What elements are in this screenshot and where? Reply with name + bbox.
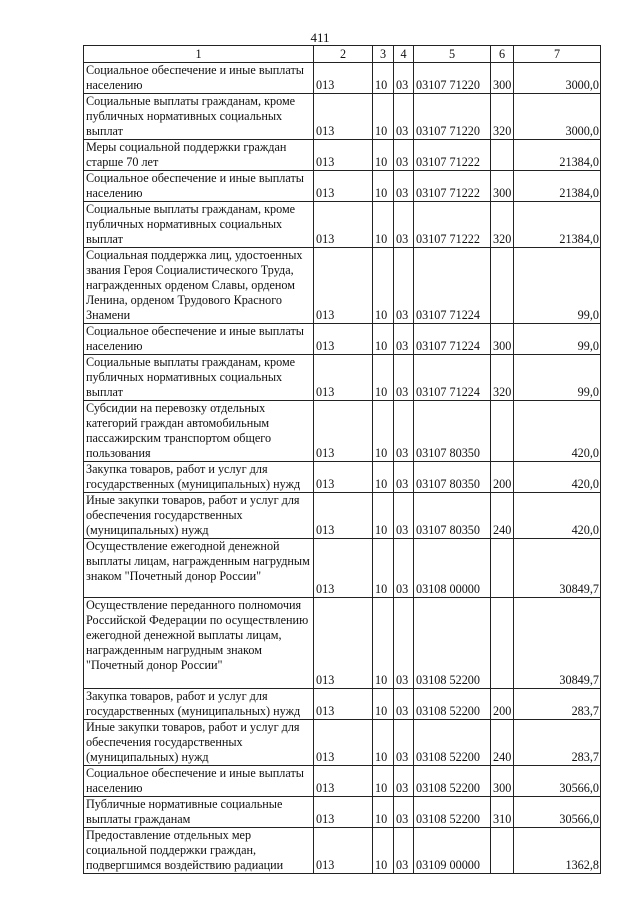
column-header: 7 bbox=[514, 46, 601, 63]
cell-name: Социальное обеспечение и иные выплаты населению bbox=[84, 766, 314, 797]
cell-expense-type: 240 bbox=[491, 720, 514, 766]
cell-name: Социальное обеспечение и иные выплаты населению bbox=[84, 324, 314, 355]
cell-name: Субсидии на перевозку отдельных категорий граждан автомобильным пассажирским транспортом общего пользования bbox=[84, 401, 314, 462]
cell-section: 10 bbox=[373, 94, 394, 140]
cell-target-article: 03107 80350 bbox=[414, 493, 491, 539]
cell-ministry: 013 bbox=[314, 689, 373, 720]
cell-section: 10 bbox=[373, 171, 394, 202]
cell-expense-type: 240 bbox=[491, 493, 514, 539]
cell-name: Иные закупки товаров, работ и услуг для обеспечения государственных (муниципальных) нужд bbox=[84, 720, 314, 766]
table-row bbox=[84, 355, 601, 401]
cell-name: Социальные выплаты гражданам, кроме публичных нормативных социальных выплат bbox=[84, 94, 314, 140]
cell-amount: 3000,0 bbox=[514, 94, 601, 140]
table-row bbox=[84, 539, 601, 598]
column-header: 4 bbox=[394, 46, 414, 63]
cell-expense-type bbox=[491, 140, 514, 171]
cell-subsection: 03 bbox=[394, 140, 414, 171]
table-row bbox=[84, 171, 601, 202]
table-row bbox=[84, 797, 601, 828]
cell-amount: 30566,0 bbox=[514, 797, 601, 828]
cell-expense-type: 300 bbox=[491, 324, 514, 355]
cell-ministry: 013 bbox=[314, 248, 373, 324]
column-header: 6 bbox=[491, 46, 514, 63]
cell-amount: 30849,7 bbox=[514, 539, 601, 598]
cell-target-article: 03107 71222 bbox=[414, 140, 491, 171]
cell-ministry: 013 bbox=[314, 598, 373, 689]
column-header: 3 bbox=[373, 46, 394, 63]
cell-subsection: 03 bbox=[394, 766, 414, 797]
cell-ministry: 013 bbox=[314, 324, 373, 355]
cell-name: Публичные нормативные социальные выплаты гражданам bbox=[84, 797, 314, 828]
cell-subsection: 03 bbox=[394, 797, 414, 828]
cell-amount: 21384,0 bbox=[514, 140, 601, 171]
cell-name: Меры социальной поддержки граждан старше 70 лет bbox=[84, 140, 314, 171]
cell-subsection: 03 bbox=[394, 94, 414, 140]
cell-ministry: 013 bbox=[314, 720, 373, 766]
cell-expense-type: 300 bbox=[491, 63, 514, 94]
cell-amount: 30566,0 bbox=[514, 766, 601, 797]
cell-name: Осуществление ежегодной денежной выплаты лицам, награжденным нагрудным знаком "Почетный донор России" bbox=[84, 539, 314, 598]
cell-amount: 99,0 bbox=[514, 324, 601, 355]
column-header: 2 bbox=[314, 46, 373, 63]
cell-amount: 420,0 bbox=[514, 493, 601, 539]
cell-amount: 21384,0 bbox=[514, 202, 601, 248]
cell-target-article: 03108 52200 bbox=[414, 689, 491, 720]
cell-section: 10 bbox=[373, 689, 394, 720]
cell-section: 10 bbox=[373, 63, 394, 94]
cell-amount: 99,0 bbox=[514, 355, 601, 401]
cell-section: 10 bbox=[373, 598, 394, 689]
cell-ministry: 013 bbox=[314, 202, 373, 248]
cell-section: 10 bbox=[373, 324, 394, 355]
table-row bbox=[84, 598, 601, 689]
table-row bbox=[84, 248, 601, 324]
cell-name: Осуществление переданного полномочия Российской Федерации по осуществлению ежегодной денежной выплаты лицам, награжденным нагрудным знаком "Почетный донор России" bbox=[84, 598, 314, 689]
cell-target-article: 03107 71220 bbox=[414, 63, 491, 94]
cell-section: 10 bbox=[373, 766, 394, 797]
table-row bbox=[84, 766, 601, 797]
cell-name: Закупка товаров, работ и услуг для государственных (муниципальных) нужд bbox=[84, 462, 314, 493]
cell-subsection: 03 bbox=[394, 689, 414, 720]
cell-ministry: 013 bbox=[314, 401, 373, 462]
cell-ministry: 013 bbox=[314, 766, 373, 797]
cell-target-article: 03107 71224 bbox=[414, 248, 491, 324]
table-row bbox=[84, 493, 601, 539]
table-body bbox=[84, 46, 601, 874]
cell-target-article: 03108 00000 bbox=[414, 539, 491, 598]
cell-subsection: 03 bbox=[394, 171, 414, 202]
cell-name: Социальное обеспечение и иные выплаты населению bbox=[84, 63, 314, 94]
cell-target-article: 03107 71222 bbox=[414, 202, 491, 248]
cell-section: 10 bbox=[373, 355, 394, 401]
cell-target-article: 03107 71224 bbox=[414, 355, 491, 401]
cell-expense-type: 310 bbox=[491, 797, 514, 828]
cell-section: 10 bbox=[373, 720, 394, 766]
cell-ministry: 013 bbox=[314, 355, 373, 401]
cell-name: Социальное обеспечение и иные выплаты населению bbox=[84, 171, 314, 202]
table-row bbox=[84, 202, 601, 248]
cell-section: 10 bbox=[373, 462, 394, 493]
cell-expense-type bbox=[491, 828, 514, 874]
page-number: 411 bbox=[310, 30, 330, 45]
cell-ministry: 013 bbox=[314, 462, 373, 493]
cell-target-article: 03107 80350 bbox=[414, 462, 491, 493]
table-row bbox=[84, 462, 601, 493]
cell-section: 10 bbox=[373, 248, 394, 324]
table-row bbox=[84, 94, 601, 140]
cell-expense-type: 200 bbox=[491, 462, 514, 493]
cell-expense-type bbox=[491, 539, 514, 598]
cell-subsection: 03 bbox=[394, 202, 414, 248]
cell-target-article: 03107 80350 bbox=[414, 401, 491, 462]
cell-ministry: 013 bbox=[314, 797, 373, 828]
cell-amount: 21384,0 bbox=[514, 171, 601, 202]
cell-section: 10 bbox=[373, 539, 394, 598]
cell-ministry: 013 bbox=[314, 493, 373, 539]
cell-target-article: 03108 52200 bbox=[414, 598, 491, 689]
cell-name: Социальные выплаты гражданам, кроме публичных нормативных социальных выплат bbox=[84, 202, 314, 248]
cell-target-article: 03109 00000 bbox=[414, 828, 491, 874]
cell-subsection: 03 bbox=[394, 462, 414, 493]
table-row bbox=[84, 324, 601, 355]
table-row bbox=[84, 140, 601, 171]
column-header: 5 bbox=[414, 46, 491, 63]
cell-section: 10 bbox=[373, 828, 394, 874]
cell-expense-type: 320 bbox=[491, 355, 514, 401]
cell-ministry: 013 bbox=[314, 94, 373, 140]
cell-expense-type bbox=[491, 401, 514, 462]
cell-target-article: 03107 71220 bbox=[414, 94, 491, 140]
cell-amount: 30849,7 bbox=[514, 598, 601, 689]
cell-target-article: 03107 71224 bbox=[414, 324, 491, 355]
cell-subsection: 03 bbox=[394, 401, 414, 462]
cell-name: Предоставление отдельных мер социальной поддержки граждан, подвергшимся воздействию радиации bbox=[84, 828, 314, 874]
cell-expense-type bbox=[491, 598, 514, 689]
cell-subsection: 03 bbox=[394, 539, 414, 598]
table-row bbox=[84, 63, 601, 94]
cell-expense-type bbox=[491, 248, 514, 324]
table-row bbox=[84, 401, 601, 462]
cell-name: Социальная поддержка лиц, удостоенных звания Героя Социалистического Труда, награжденных орденом Славы, орденом Ленина, орденом Трудового Красного Знамени bbox=[84, 248, 314, 324]
cell-name: Социальные выплаты гражданам, кроме публичных нормативных социальных выплат bbox=[84, 355, 314, 401]
cell-target-article: 03108 52200 bbox=[414, 766, 491, 797]
cell-name: Иные закупки товаров, работ и услуг для обеспечения государственных (муниципальных) нужд bbox=[84, 493, 314, 539]
cell-amount: 283,7 bbox=[514, 720, 601, 766]
cell-section: 10 bbox=[373, 493, 394, 539]
cell-ministry: 013 bbox=[314, 140, 373, 171]
cell-expense-type: 300 bbox=[491, 171, 514, 202]
cell-subsection: 03 bbox=[394, 324, 414, 355]
cell-subsection: 03 bbox=[394, 493, 414, 539]
cell-section: 10 bbox=[373, 797, 394, 828]
table-header-row bbox=[84, 46, 601, 63]
cell-ministry: 013 bbox=[314, 539, 373, 598]
cell-name: Закупка товаров, работ и услуг для государственных (муниципальных) нужд bbox=[84, 689, 314, 720]
cell-subsection: 03 bbox=[394, 828, 414, 874]
cell-amount: 283,7 bbox=[514, 689, 601, 720]
cell-target-article: 03108 52200 bbox=[414, 720, 491, 766]
cell-subsection: 03 bbox=[394, 248, 414, 324]
cell-expense-type: 320 bbox=[491, 94, 514, 140]
cell-amount: 420,0 bbox=[514, 462, 601, 493]
cell-section: 10 bbox=[373, 202, 394, 248]
table-row bbox=[84, 689, 601, 720]
column-header: 1 bbox=[84, 46, 314, 63]
cell-expense-type: 200 bbox=[491, 689, 514, 720]
cell-amount: 3000,0 bbox=[514, 63, 601, 94]
cell-section: 10 bbox=[373, 140, 394, 171]
cell-expense-type: 320 bbox=[491, 202, 514, 248]
cell-subsection: 03 bbox=[394, 355, 414, 401]
cell-target-article: 03107 71222 bbox=[414, 171, 491, 202]
cell-amount: 420,0 bbox=[514, 401, 601, 462]
cell-subsection: 03 bbox=[394, 598, 414, 689]
cell-expense-type: 300 bbox=[491, 766, 514, 797]
cell-target-article: 03108 52200 bbox=[414, 797, 491, 828]
cell-ministry: 013 bbox=[314, 63, 373, 94]
cell-ministry: 013 bbox=[314, 828, 373, 874]
cell-ministry: 013 bbox=[314, 171, 373, 202]
table-row bbox=[84, 720, 601, 766]
cell-subsection: 03 bbox=[394, 63, 414, 94]
cell-section: 10 bbox=[373, 401, 394, 462]
cell-amount: 99,0 bbox=[514, 248, 601, 324]
table-row bbox=[84, 828, 601, 874]
budget-table bbox=[83, 45, 601, 874]
cell-amount: 1362,8 bbox=[514, 828, 601, 874]
cell-subsection: 03 bbox=[394, 720, 414, 766]
